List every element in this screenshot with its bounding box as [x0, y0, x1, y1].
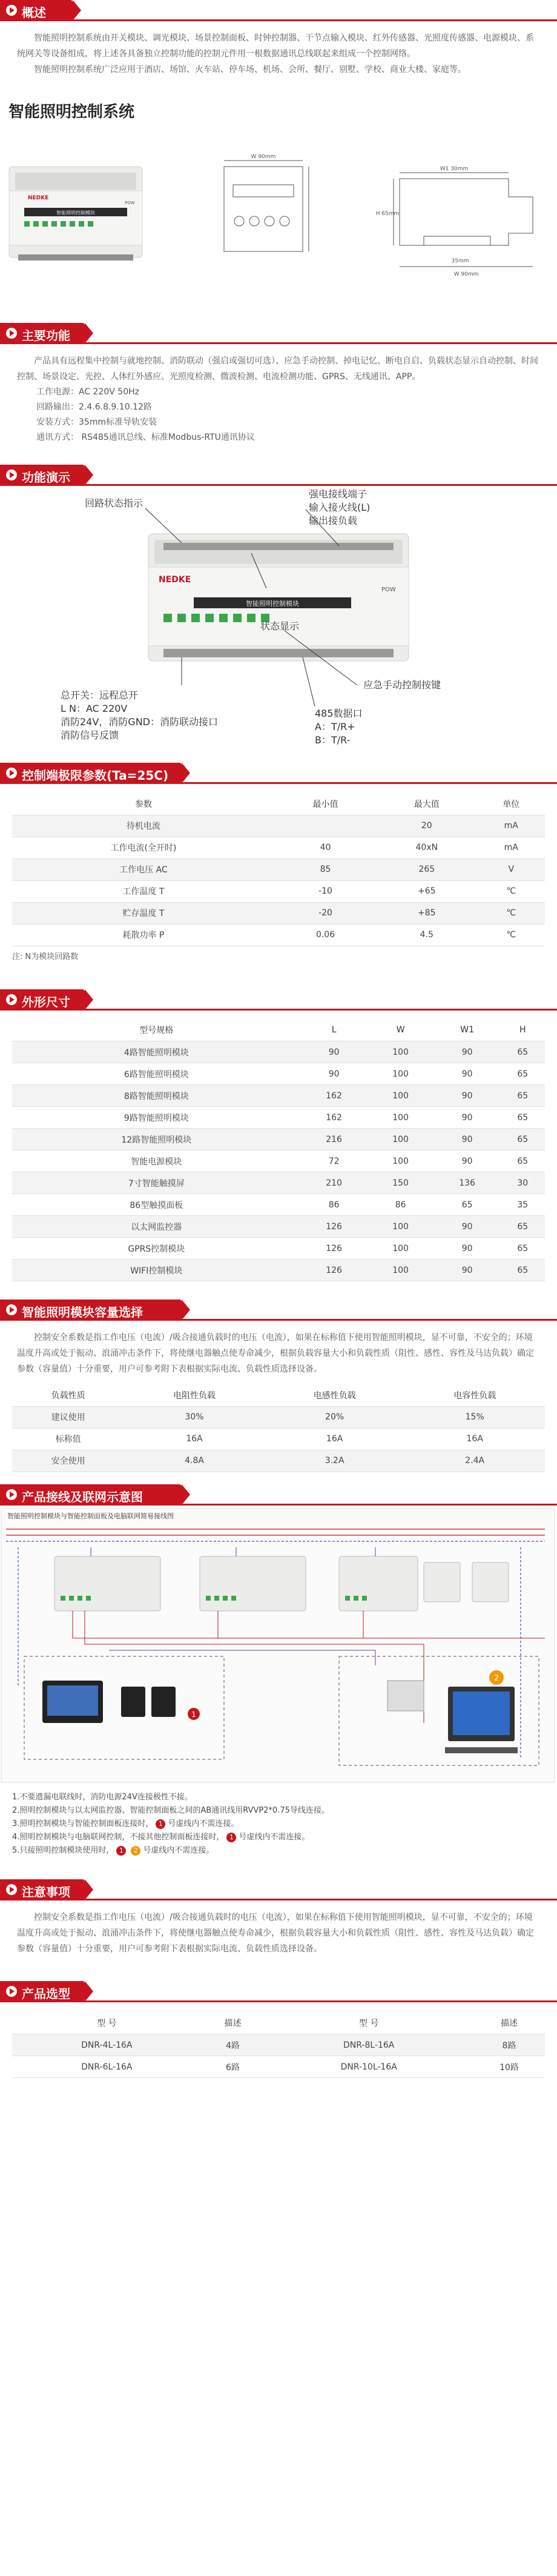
- selection-title: 产品选型: [22, 1986, 70, 2001]
- table-row: [12, 1238, 545, 1260]
- table-cell: 100: [367, 1041, 434, 1063]
- wiring-note: [12, 1804, 545, 1817]
- table-cell: 2.4A: [404, 1450, 545, 1472]
- table-cell: 126: [301, 1238, 367, 1260]
- table-cell: 90: [434, 1107, 501, 1129]
- spec-item: 安装方式：35mm标准导轨安装: [36, 417, 157, 427]
- demo-title: 功能演示: [22, 470, 70, 485]
- table-cell: 20: [376, 815, 477, 837]
- table-row: [12, 1194, 545, 1216]
- table-row: [12, 880, 545, 902]
- table-cell: 136: [434, 1172, 501, 1194]
- table-cell: 162: [301, 1085, 367, 1107]
- device-photo: [9, 167, 142, 261]
- capacity-table: [12, 1384, 545, 1472]
- table-cell: 9路智能照明模块: [12, 1107, 301, 1129]
- column-header: 电容性负载: [404, 1384, 545, 1406]
- table-cell: 16A: [124, 1428, 265, 1450]
- table-cell: 65: [501, 1129, 545, 1150]
- table-cell: 30: [501, 1172, 545, 1194]
- table-cell: 100: [367, 1150, 434, 1172]
- table-cell: 4路: [202, 2034, 265, 2056]
- wiring-note: [12, 1817, 545, 1831]
- table-cell: 65: [501, 1107, 545, 1129]
- column-header: H: [501, 1020, 545, 1041]
- table-cell: 65: [501, 1085, 545, 1107]
- table-header-row: [12, 1384, 545, 1406]
- overview-paragraph-1: 智能照明控制系统由开关模块、调光模块、场景控制面板、时钟控制器、干节点输入模块、红外传感器、光照度传感器、电源模块、系统网关等设备组成，将上述各具备独立控制功能的控制元件用一根数据通讯总线联起来组成一个控制网络。: [17, 33, 534, 59]
- table-cell: 6路: [202, 2056, 265, 2078]
- table-cell: DNR-6L-16A: [12, 2056, 202, 2078]
- table-cell: 65: [501, 1041, 545, 1063]
- column-header: L: [301, 1020, 367, 1041]
- cautions-paragraph: 控制安全系数是指工作电压（电流）/吸合接通负载时的电压（电流），如果在标称值下使用智能照明模块，显不可靠，不安全的；环境温度升高或处于振动、浪涌冲击条件下，将使继电器触点使寿命减少，根据负载容量大小和负载性质（阻性、感性、容性及马达负载）确定参数（容量值）十分重要，用户可参考附下表根据实际电流、负载性质选择设备。: [17, 1912, 534, 1954]
- table-cell: 90: [434, 1085, 501, 1107]
- column-header: 描述: [473, 2013, 545, 2034]
- table-cell: 建议使用: [12, 1406, 124, 1428]
- bottom-label: W 90mm: [453, 271, 479, 277]
- table-cell: 65: [501, 1260, 545, 1281]
- table-cell: 100: [367, 1238, 434, 1260]
- table-cell: 8路智能照明模块: [12, 1085, 301, 1107]
- table-cell: mA: [477, 815, 545, 837]
- table-row: [12, 858, 545, 880]
- overview-paragraph-2: 智能照明控制系统广泛应用于酒店、场馆、火车站、停车场、机场、会所、餐厅、别墅、学校、商业大楼、家庭等。: [34, 65, 466, 75]
- callout-display: 状态显示: [260, 620, 300, 632]
- table-cell: 265: [376, 858, 477, 880]
- table-cell: 标称值: [12, 1428, 124, 1450]
- table-cell: 以太网监控器: [12, 1216, 301, 1238]
- wiring-note: [12, 1791, 545, 1804]
- table-cell: 4路智能照明模块: [12, 1041, 301, 1063]
- table-row: [12, 1260, 545, 1281]
- wiring-figure: [0, 1505, 557, 1787]
- demo-device-label: 智能照明控制模块: [246, 600, 299, 608]
- table-cell: 工作温度 T: [12, 880, 275, 902]
- callout-terminal-3: 输出接负载: [309, 515, 358, 526]
- front-width-label: W 90mm: [251, 154, 276, 160]
- overview-header: [0, 0, 557, 21]
- table-cell: -10: [275, 880, 376, 902]
- table-row: [12, 1428, 545, 1450]
- callout-terminal-2: 输入接火线(L): [309, 502, 371, 513]
- table-row: [12, 2034, 545, 2056]
- product-heading: 智能照明控制系统: [8, 103, 135, 121]
- demo-illustration: [0, 485, 557, 752]
- table-header-row: [12, 793, 545, 815]
- overview-title: 概述: [22, 5, 46, 20]
- table-cell: 贮存温度 T: [12, 902, 275, 924]
- spec-item: 工作电源：AC 220V 50Hz: [36, 387, 139, 397]
- table-row: [12, 1063, 545, 1085]
- table-cell: 3.2A: [265, 1450, 405, 1472]
- marker-orange-2: 2: [493, 1673, 499, 1683]
- table-cell: 4.5: [376, 924, 477, 946]
- column-header: 型 号: [12, 2013, 202, 2034]
- side-w1-label: W1 30mm: [440, 166, 469, 172]
- table-cell: 20%: [265, 1406, 405, 1428]
- wiring-note-tail: 号虚线内不需连接。: [143, 1845, 214, 1855]
- table-cell: WIFI控制模块: [12, 1260, 301, 1281]
- table-cell: 安全使用: [12, 1450, 124, 1472]
- table-cell: 10路: [473, 2056, 545, 2078]
- table-row: [12, 2056, 545, 2078]
- column-header: 参数: [12, 793, 275, 815]
- table-cell: 126: [301, 1260, 367, 1281]
- table-cell: [275, 815, 376, 837]
- table-cell: 工作电流(全开时): [12, 837, 275, 858]
- features-title: 主要功能: [22, 328, 70, 343]
- table-cell: 100: [367, 1129, 434, 1150]
- table-cell: 30%: [124, 1406, 265, 1428]
- table-cell: 90: [434, 1216, 501, 1238]
- table-cell: ℃: [477, 880, 545, 902]
- table-cell: 8路: [473, 2034, 545, 2056]
- table-cell: 126: [301, 1216, 367, 1238]
- table-row: [12, 1172, 545, 1194]
- table-cell: 210: [301, 1172, 367, 1194]
- table-cell: DNR-10L-16A: [264, 2056, 473, 2078]
- table-cell: 65: [501, 1238, 545, 1260]
- column-header: 电感性负载: [265, 1384, 405, 1406]
- callout-manual: 应急手动控制按键: [363, 679, 441, 691]
- selection-table: [12, 2013, 545, 2079]
- callout-terminal-1: 强电接线端子: [309, 488, 367, 500]
- callout-bus-3: 消防24V，消防GND：消防联动接口: [61, 716, 218, 728]
- table-header-row: [12, 1020, 545, 1041]
- cautions-title: 注意事项: [22, 1884, 70, 1899]
- marker-orange-inline: 2: [131, 1846, 140, 1856]
- table-cell: 100: [367, 1216, 434, 1238]
- capacity-paragraph: 控制安全系数是指工作电压（电流）/吸合接通负载时的电压（电流），如果在标称值下使用智能照明模块，显不可靠，不安全的；环境温度升高或处于振动、浪涌冲击条件下，将使继电器触点使寿命减少，根据负载容量大小和负载性质（阻性、感性、容性及马达负载）确定参数（容量值）十分重要，用户可参考附下表根据实际电流、负载性质选择设备。: [17, 1333, 534, 1374]
- device-brand: NEDKE: [28, 195, 49, 201]
- limits-note: 注: N为模块回路数: [12, 952, 79, 961]
- column-header: 描述: [202, 2013, 265, 2034]
- table-cell: 耗散功率 P: [12, 924, 275, 946]
- table-row: [12, 1107, 545, 1129]
- demo-header: [0, 465, 557, 485]
- table-cell: 90: [434, 1063, 501, 1085]
- wiring-notes: [0, 1787, 557, 1861]
- callout-bus-1: 总开关：远程总开: [61, 689, 139, 701]
- limits-header: [0, 763, 557, 783]
- spec-list: [0, 385, 557, 445]
- callout-status: 回路状态指示: [85, 497, 143, 509]
- table-cell: 65: [434, 1194, 501, 1216]
- column-header: 最小值: [275, 793, 376, 815]
- table-cell: 72: [301, 1150, 367, 1172]
- table-cell: -20: [275, 902, 376, 924]
- front-view-drawing: [224, 161, 309, 251]
- table-cell: 65: [501, 1216, 545, 1238]
- table-cell: 15%: [404, 1406, 545, 1428]
- callout-rs485-2: A：T/R+: [315, 721, 355, 732]
- table-cell: +65: [376, 880, 477, 902]
- wiring-note-text: 4.照明控制模块与电脑联网控制，不接其他控制面板连接时，: [12, 1832, 225, 1842]
- marker-red-1: 1: [191, 1710, 196, 1719]
- table-cell: 工作电压 AC: [12, 858, 275, 880]
- table-cell: 16A: [404, 1428, 545, 1450]
- table-cell: 90: [434, 1041, 501, 1063]
- table-cell: 216: [301, 1129, 367, 1150]
- table-cell: mA: [477, 837, 545, 858]
- side-view-drawing: [394, 173, 533, 267]
- table-row: [12, 1406, 545, 1428]
- side-height-label: H 65mm: [375, 211, 400, 217]
- table-cell: ℃: [477, 902, 545, 924]
- device-label: 智能照明控制模块: [56, 210, 95, 216]
- table-cell: 12路智能照明模块: [12, 1129, 301, 1150]
- table-cell: 100: [367, 1085, 434, 1107]
- wiring-diagram: [0, 1505, 557, 1787]
- table-cell: 40: [275, 837, 376, 858]
- table-cell: 86: [301, 1194, 367, 1216]
- table-cell: 6路智能照明模块: [12, 1063, 301, 1085]
- table-cell: +85: [376, 902, 477, 924]
- table-cell: 65: [501, 1063, 545, 1085]
- table-cell: 7寸智能触摸屏: [12, 1172, 301, 1194]
- table-cell: ℃: [477, 924, 545, 946]
- wiring-note-text: 3.照明控制模块与智能控制面板连接时，: [12, 1819, 154, 1828]
- callout-bus-4: 消防信号反馈: [61, 729, 119, 741]
- table-row: [12, 837, 545, 858]
- table-cell: 90: [434, 1260, 501, 1281]
- product-figure: [0, 130, 557, 312]
- dims-title: 外形尺寸: [22, 994, 70, 1009]
- table-cell: 162: [301, 1107, 367, 1129]
- table-row: [12, 1041, 545, 1063]
- table-row: [12, 1216, 545, 1238]
- dims-header: [0, 989, 557, 1010]
- table-cell: GPRS控制模块: [12, 1238, 301, 1260]
- wiring-note-tail: 号虚线内不需连接。: [168, 1819, 239, 1828]
- table-row: [12, 1150, 545, 1172]
- spec-item: 通讯方式： RS485通讯总线、标准Modbus-RTU通讯协议: [36, 433, 255, 442]
- wiring-note: [12, 1844, 545, 1857]
- table-row: [12, 815, 545, 837]
- table-row: [12, 1129, 545, 1150]
- diagram-title: 智能照明控制模块与智能控制面板及电脑联网简易接线图: [7, 1512, 174, 1520]
- table-cell: 35: [501, 1194, 545, 1216]
- table-row: [12, 1085, 545, 1107]
- wiring-note: [12, 1831, 545, 1844]
- table-cell: 90: [301, 1063, 367, 1085]
- table-cell: 100: [367, 1260, 434, 1281]
- table-cell: 150: [367, 1172, 434, 1194]
- device-pow: POW: [125, 201, 135, 205]
- wiring-note-text: 2.照明控制模块与以太网监控器、智能控制面板之间的AB通讯线用RVVP2*0.75导线连接。: [12, 1805, 329, 1815]
- selection-header: [0, 1981, 557, 2002]
- marker-red-inline: 1: [156, 1819, 165, 1829]
- table-cell: DNR-4L-16A: [12, 2034, 202, 2056]
- features-paragraph: 产品具有远程集中控制与就地控制、消防联动（强启或强切可选）、应急手动控制、掉电记忆、断电自启、负载状态显示自动控制、时间控制、场景设定、光控、人体红外感应、光照度检测、微波检测、电流检测功能、GPRS、无线通讯、APP。: [17, 356, 538, 382]
- callout-rs485-1: 485数据口: [315, 708, 363, 719]
- wiring-note-text: 5.只接照明控制模块使用时，: [12, 1845, 114, 1855]
- column-header: 电阻性负载: [124, 1384, 265, 1406]
- table-cell: 90: [434, 1150, 501, 1172]
- table-cell: 0.06: [275, 924, 376, 946]
- wiring-note-tail: 号虚线内不需连接。: [239, 1832, 310, 1842]
- table-cell: 86: [367, 1194, 434, 1216]
- table-cell: 90: [301, 1041, 367, 1063]
- column-header: 单位: [477, 793, 545, 815]
- inner-label: 35mm: [451, 258, 469, 264]
- column-header: 负载性质: [12, 1384, 124, 1406]
- limits-table: [12, 793, 545, 946]
- table-cell: 90: [434, 1238, 501, 1260]
- marker-red-inline: 1: [116, 1846, 126, 1856]
- callout-rs485-3: B：T/R-: [315, 734, 351, 746]
- table-cell: 待机电流: [12, 815, 275, 837]
- marker-red-inline: 1: [226, 1833, 236, 1842]
- capacity-header: [0, 1300, 557, 1320]
- callout-bus-2: L N：AC 220V: [61, 703, 128, 714]
- demo-figure: [0, 485, 557, 752]
- table-cell: 40xN: [376, 837, 477, 858]
- table-row: [12, 924, 545, 946]
- capacity-title: 智能照明模块容量选择: [22, 1305, 143, 1320]
- wiring-title: 产品接线及联网示意图: [22, 1489, 143, 1504]
- table-cell: 100: [367, 1107, 434, 1129]
- wiring-header: [0, 1484, 557, 1505]
- column-header: W: [367, 1020, 434, 1041]
- table-row: [12, 1450, 545, 1472]
- table-cell: 16A: [265, 1428, 405, 1450]
- product-illustration: [0, 130, 557, 312]
- features-header: [0, 323, 557, 344]
- spec-item: 回路输出：2.4.6.8.9.10.12路: [36, 402, 152, 412]
- table-header-row: [12, 2013, 545, 2034]
- limits-title: 控制端极限参数(Ta=25C): [22, 768, 169, 783]
- column-header: 型 号: [264, 2013, 473, 2034]
- column-header: 型号规格: [12, 1020, 301, 1041]
- table-cell: DNR-8L-16A: [264, 2034, 473, 2056]
- table-cell: V: [477, 858, 545, 880]
- table-row: [12, 902, 545, 924]
- cautions-header: [0, 1879, 557, 1900]
- table-cell: 4.8A: [124, 1450, 265, 1472]
- dims-table: [12, 1020, 545, 1282]
- table-cell: 65: [501, 1150, 545, 1172]
- wiring-note-text: 1.不要遗漏电联线时，消防电源24V连接极性不接。: [12, 1792, 193, 1802]
- column-header: 最大值: [376, 793, 477, 815]
- column-header: W1: [434, 1020, 501, 1041]
- demo-device-brand: NEDKE: [159, 575, 191, 585]
- table-cell: 智能电源模块: [12, 1150, 301, 1172]
- table-cell: 86型触摸面板: [12, 1194, 301, 1216]
- table-cell: 100: [367, 1063, 434, 1085]
- demo-device-pow: POW: [381, 586, 396, 593]
- table-cell: 90: [434, 1129, 501, 1150]
- table-cell: 85: [275, 858, 376, 880]
